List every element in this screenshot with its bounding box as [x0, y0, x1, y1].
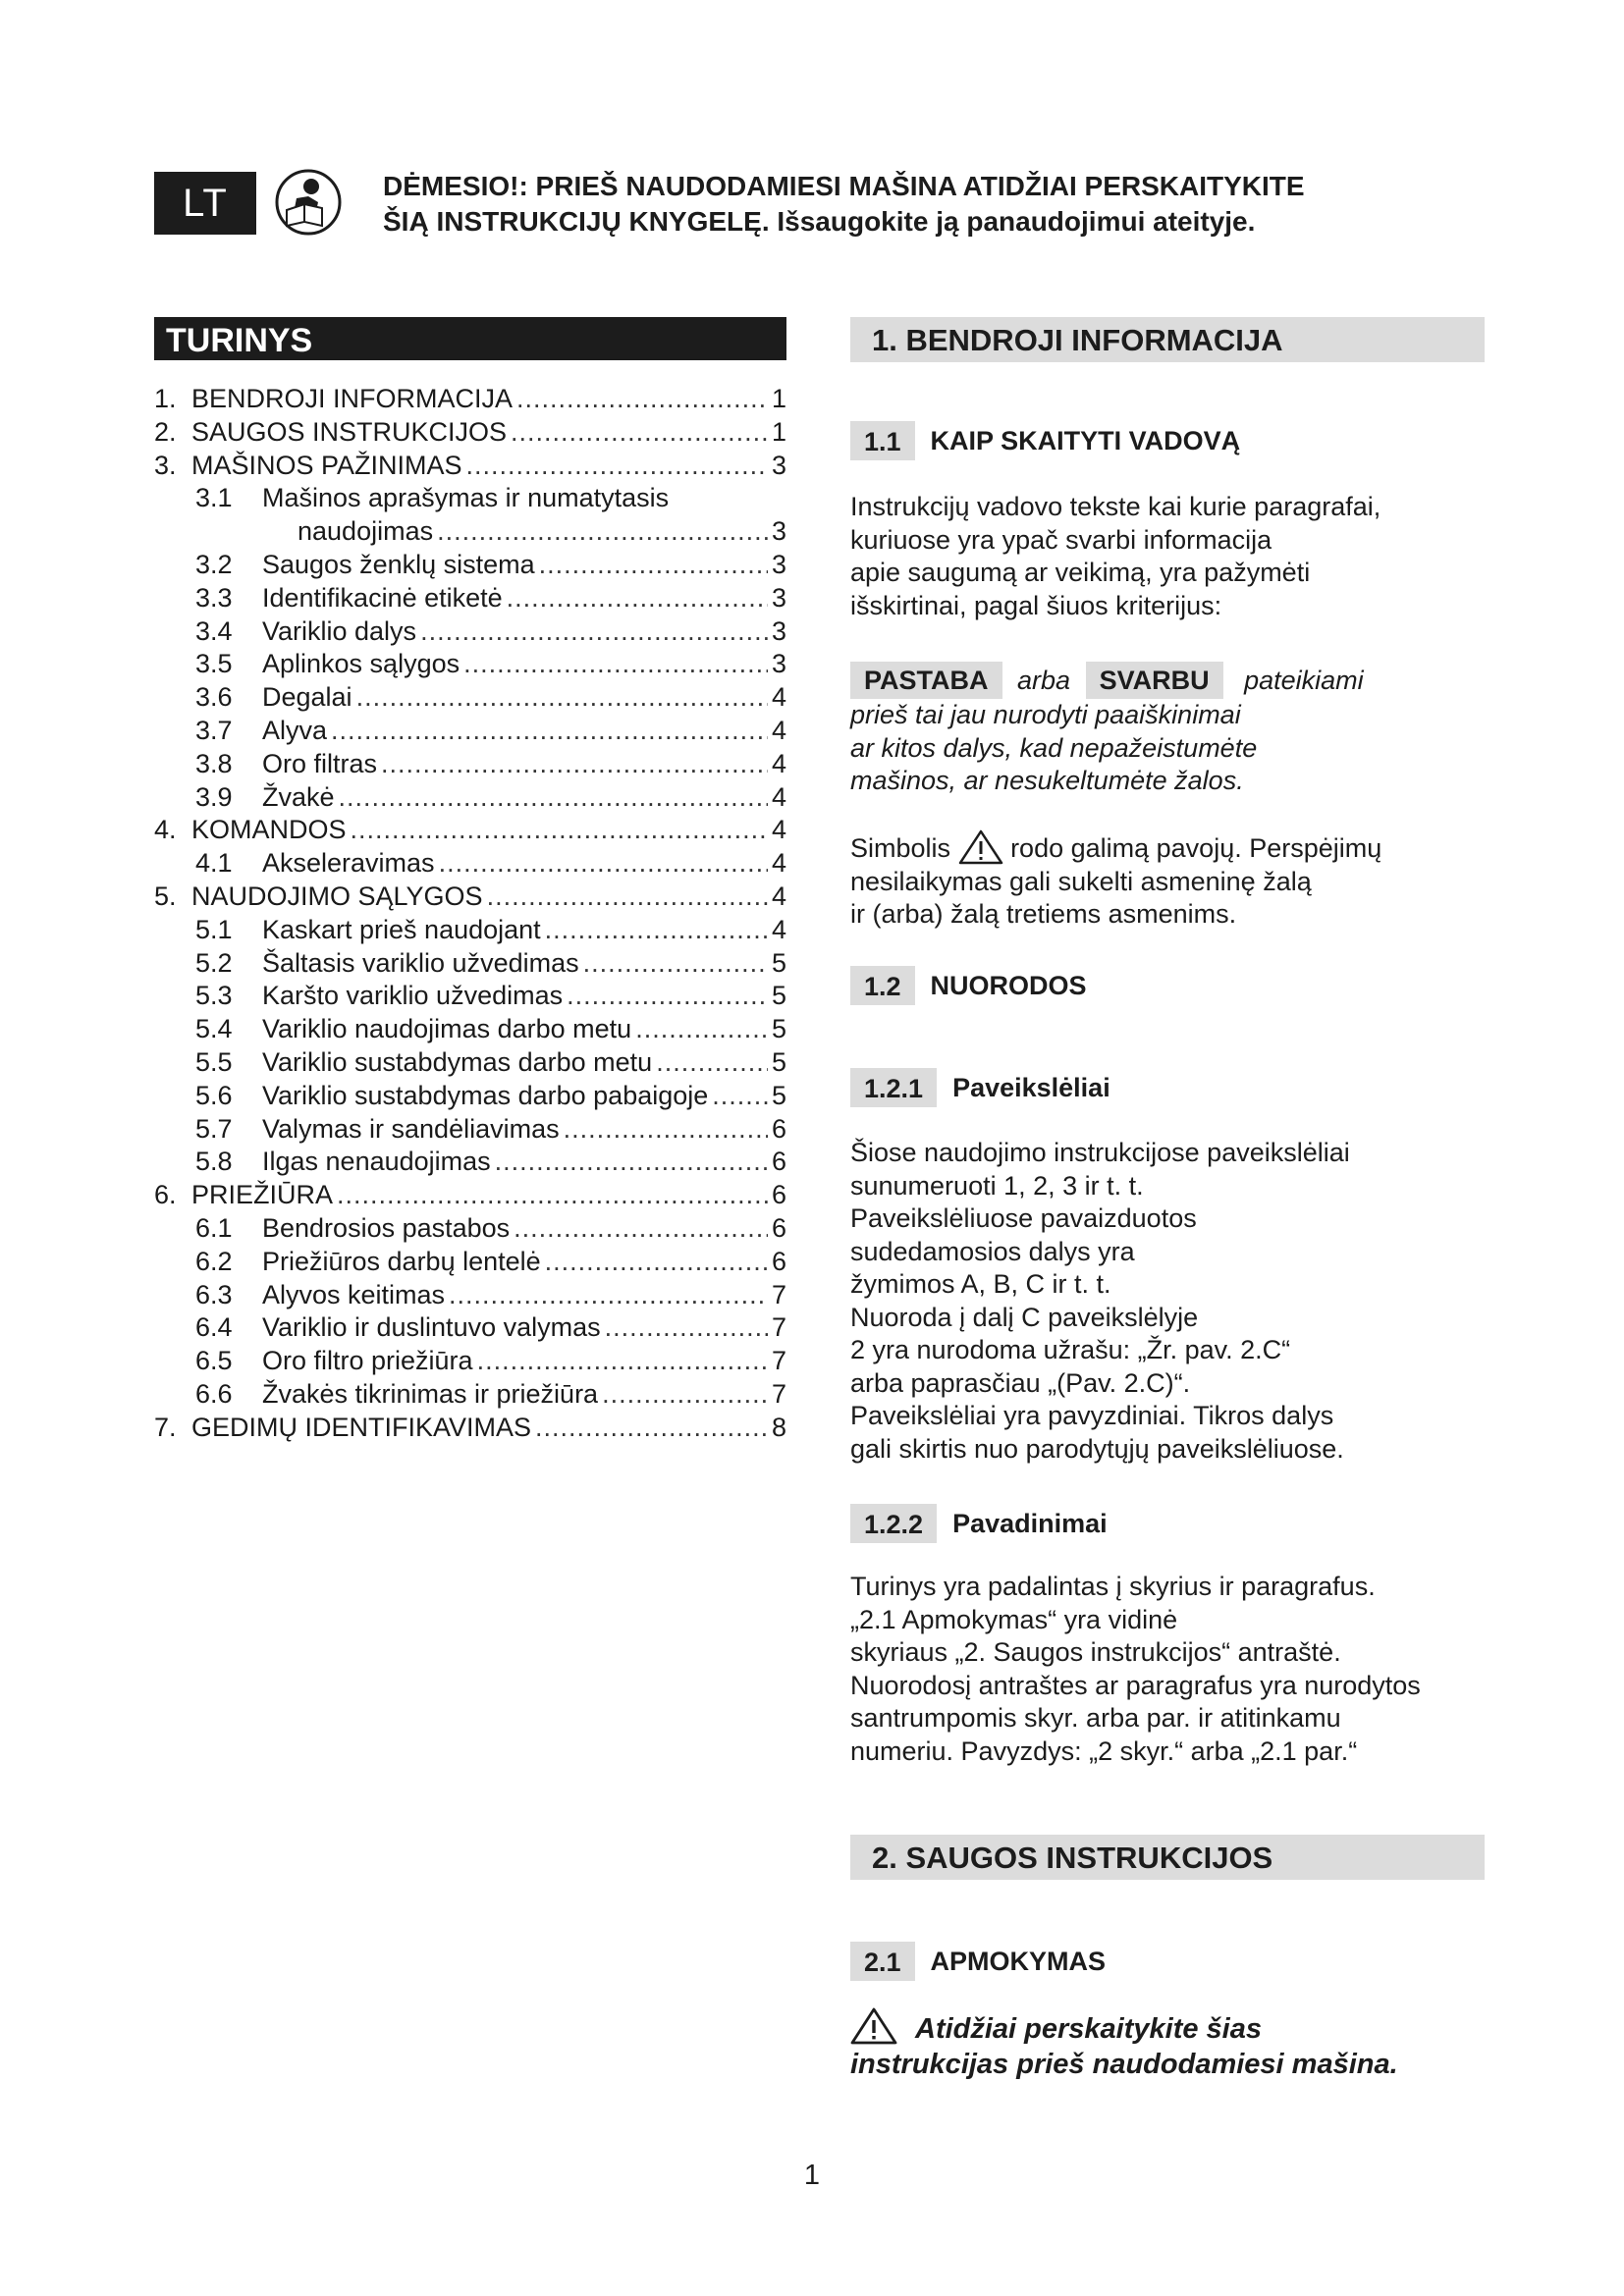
toc-entry-title: Karšto variklio užvedimas: [262, 981, 564, 1011]
toc-leader-dots: [507, 581, 768, 614]
toc-leader-dots: [439, 846, 768, 880]
toc-entry-number: 5.4: [195, 1014, 233, 1044]
toc-entry-title: BENDROJI INFORMACIJA: [191, 384, 514, 413]
toc-entry-number: 6.5: [195, 1346, 233, 1376]
subsection-title: KAIP SKAITYTI VADOVĄ: [930, 425, 1241, 455]
toc-leader-dots: [487, 880, 768, 913]
toc-entry-title: Kaskart prieš naudojant: [262, 914, 541, 944]
toc-entry-number: 6.2: [195, 1246, 233, 1276]
paragraph-how-to-read: [850, 491, 1498, 622]
text-line: nesilaikymas gali sukelti asmeninę žalą: [850, 866, 1312, 896]
toc-entry: [154, 1377, 786, 1411]
toc-entry: [154, 714, 786, 747]
toc-leader-dots: [516, 382, 768, 415]
toc-entry: [154, 1145, 786, 1178]
toc-entry-page: 3: [771, 649, 786, 679]
toc-entry-number: 4.1: [195, 848, 233, 879]
toc-entry: [154, 647, 786, 680]
toc-leader-dots: [463, 647, 768, 680]
toc-entry-title: Degalai: [262, 682, 352, 713]
toc-entry: [154, 979, 786, 1012]
toc-entry-page: 7: [771, 1379, 786, 1409]
warning-line-1: DĖMESIO!: PRIEŠ NAUDODAMIESI MAŠINA ATIDŽIAI PERSKAITYKITE: [383, 171, 1305, 201]
toc-entry-page: 4: [771, 781, 786, 812]
toc-entry: [154, 1278, 786, 1311]
text-line: išskirtinai, pagal šiuos kriterijus:: [850, 590, 1222, 620]
toc-title: TURINYS: [154, 317, 786, 360]
toc-leader-dots: [437, 514, 768, 548]
toc-entry-number: 1.: [154, 384, 177, 413]
toc-entry-number: 5.: [154, 881, 177, 911]
toc-entry-title: Variklio naudojimas darbo metu: [262, 1014, 632, 1044]
toc-entry-number: 7.: [154, 1412, 177, 1442]
toc-entry-title: Akseleravimas: [262, 848, 435, 879]
toc-entry-title: Variklio sustabdymas darbo metu: [262, 1047, 653, 1077]
text-line: numeriu. Pavyzdys: „2 skyr.“ arba „2.1 par.“: [850, 1735, 1358, 1766]
text-line: Nuorodosį antraštes ar paragrafus yra nurodytos: [850, 1670, 1421, 1700]
toc-leader-dots: [635, 1012, 768, 1045]
toc-entry-number: 3.: [154, 450, 177, 480]
subsection-title: Pavadinimai: [952, 1508, 1108, 1538]
toc-entry-title: PRIEŽIŪRA: [191, 1180, 334, 1210]
toc-entry-title: Mašinos aprašymas ir numatytasis: [262, 483, 670, 513]
toc-entry-number: 6.: [154, 1180, 177, 1210]
text-line: arba paprasčiau „(Pav. 2.C)“.: [850, 1367, 1191, 1398]
toc-entry: [154, 946, 786, 980]
toc-entry-number: 3.6: [195, 682, 233, 713]
toc-entry-page: 4: [771, 914, 786, 944]
toc-entry-number: 4.: [154, 815, 177, 845]
toc-entry-number: 6.1: [195, 1213, 233, 1243]
toc-entry-number: 5.8: [195, 1147, 233, 1177]
toc-entry-title: Aplinkos sąlygos: [262, 649, 460, 679]
toc-leader-dots: [539, 548, 768, 581]
toc-entry: [154, 813, 786, 846]
text-line: Paveikslėliuose pavaizduotos: [850, 1203, 1197, 1233]
toc-entry: [154, 382, 786, 415]
toc-leader-dots: [656, 1045, 768, 1079]
toc-entry: [154, 548, 786, 581]
toc-leader-dots: [535, 1411, 768, 1444]
warning-line-2: ŠIĄ INSTRUKCIJŲ KNYGELĘ. Išsaugokite ją panaudojimui ateityje.: [383, 206, 1256, 237]
warning-text-line-2: instrukcijas prieš naudodamiesi mašina.: [850, 2049, 1398, 2080]
toc-entry: [154, 913, 786, 946]
toc-entry-title: SAUGOS INSTRUKCIJOS: [191, 416, 508, 447]
toc-entry: [154, 747, 786, 780]
toc-leader-dots: [564, 1112, 768, 1146]
toc-entry-number: 6.3: [195, 1279, 233, 1309]
toc-leader-dots: [583, 946, 768, 980]
toc-entry: [154, 1112, 786, 1146]
toc-entry-title: Oro filtro priežiūra: [262, 1346, 473, 1376]
toc-entry-title: Variklio ir duslintuvo valymas: [262, 1312, 601, 1343]
toc-entry-page: 7: [771, 1312, 786, 1343]
text-line: sudedamosios dalys yra: [850, 1236, 1135, 1266]
toc-leader-dots: [466, 449, 768, 482]
toc-entry-title: MAŠINOS PAŽINIMAS: [191, 450, 462, 480]
toc-entry-page: 4: [771, 881, 786, 911]
toc-entry-page: 1: [771, 384, 786, 413]
toc-entry-page: 6: [771, 1113, 786, 1144]
toc-entry-page: 6: [771, 1180, 786, 1210]
toc-leader-dots: [511, 415, 768, 449]
toc-entry-title: naudojimas: [298, 516, 434, 547]
note-connector: arba: [1017, 666, 1071, 695]
toc-leader-dots: [495, 1145, 768, 1178]
toc-entry: [154, 1211, 786, 1245]
toc-entry-page: 6: [771, 1246, 786, 1276]
toc-entry-page: 5: [771, 1047, 786, 1077]
toc-entry-title: Žvakė: [262, 781, 335, 812]
toc-entry: [154, 614, 786, 648]
toc-entry-title: Alyva: [262, 716, 328, 745]
section-2-heading: 2. SAUGOS INSTRUKCIJOS: [850, 1835, 1485, 1880]
toc-leader-dots: [420, 614, 768, 648]
toc-entry-page: 4: [771, 848, 786, 879]
toc-entry-page: 5: [771, 981, 786, 1011]
toc-entry-number: 5.3: [195, 981, 233, 1011]
toc-entry-number: 3.9: [195, 781, 233, 812]
toc-entry: [154, 1178, 786, 1211]
toc-leader-dots: [545, 913, 768, 946]
toc-entry-number: 5.1: [195, 914, 233, 944]
toc-entry: [154, 780, 786, 814]
text-line: apie saugumą ar veikimą, yra pažymėti: [850, 558, 1311, 587]
read-manual-icon: [275, 169, 342, 236]
toc-leader-dots: [449, 1278, 768, 1311]
note-after-text: pateikiami: [1244, 666, 1364, 695]
text-line: Šiose naudojimo instrukcijose paveikslėliai: [850, 1138, 1350, 1167]
toc-leader-dots: [567, 979, 768, 1012]
toc-entry-number: 3.2: [195, 550, 233, 579]
toc-entry-number: 5.2: [195, 947, 233, 978]
toc-entry-title: Šaltasis variklio užvedimas: [262, 947, 579, 978]
subsection-number: 1.2.2: [850, 1504, 937, 1543]
toc-entry-title: GEDIMŲ IDENTIFIKAVIMAS: [191, 1412, 532, 1442]
text-line: Instrukcijų vadovo tekste kai kurie paragrafai,: [850, 492, 1381, 521]
toc-entry-page: 8: [771, 1412, 786, 1442]
toc-leader-dots: [545, 1245, 768, 1278]
toc-entry-page: 3: [771, 450, 786, 480]
note-paragraph: [850, 662, 1498, 798]
toc-leader-dots: [477, 1344, 768, 1377]
symbol-paragraph: [850, 829, 1498, 932]
toc-entry: [154, 481, 786, 514]
toc-entry-title: Alyvos keitimas: [262, 1279, 446, 1309]
toc-entry-number: 3.8: [195, 748, 233, 778]
toc-entry-number: 3.5: [195, 649, 233, 679]
text-line: santrumpomis skyr. arba par. ir atitinkamu: [850, 1703, 1341, 1733]
toc-entry-page: 4: [771, 682, 786, 713]
subsection-1-2-heading: [850, 966, 1087, 1005]
subsection-title: Paveikslėliai: [952, 1072, 1110, 1102]
page-number: 1: [803, 2160, 821, 2191]
toc-entry-page: 4: [771, 815, 786, 845]
toc-leader-dots: [381, 747, 768, 780]
warning-text-line-1: Atidžiai perskaitykite šias: [915, 2013, 1262, 2045]
paragraph-pictures: [850, 1137, 1498, 1466]
toc-entry-page: 6: [771, 1213, 786, 1243]
text-line: mašinos, ar nesukeltumėte žalos.: [850, 766, 1244, 795]
toc-entry-title: Identifikacinė etiketė: [262, 582, 503, 613]
toc-entry-title: Priežiūros darbų lentelė: [262, 1246, 541, 1276]
toc-entry-number: 2.: [154, 416, 177, 447]
toc-leader-dots: [605, 1310, 768, 1344]
toc-entry: [154, 415, 786, 449]
note-tag: PASTABA: [850, 662, 1002, 699]
toc-entry: [154, 1411, 786, 1444]
toc-entry-title: Ilgas nenaudojimas: [262, 1147, 491, 1177]
toc-entry-page: 6: [771, 1147, 786, 1177]
subsection-number: 1.1: [850, 421, 915, 460]
toc-entry: [154, 1012, 786, 1045]
toc-entry-page: 3: [771, 516, 786, 547]
text-line: kuriuose yra ypač svarbi informacija: [850, 524, 1272, 555]
toc-entry-number: 3.7: [195, 716, 233, 745]
text-line: „2.1 Apmokymas“ yra vidinė: [850, 1604, 1178, 1634]
toc-entry-number: 5.6: [195, 1080, 233, 1110]
toc-entry: [154, 581, 786, 614]
subsection-2-1-heading: [850, 1942, 1106, 1981]
text-line: prieš tai jau nurodyti paaiškinimai: [850, 700, 1241, 729]
toc-entry-page: 1: [771, 416, 786, 447]
text-line: Nuoroda į dalį C paveikslėlyje: [850, 1302, 1199, 1332]
toc-entry-title: KOMANDOS: [191, 815, 347, 845]
toc-entry-page: 3: [771, 615, 786, 646]
toc-entry-page: 5: [771, 1080, 786, 1110]
toc-leader-dots: [331, 714, 768, 747]
text-fragment: Simbolis: [850, 833, 951, 863]
subsection-1-2-2-heading: [850, 1504, 1108, 1543]
toc-entry-number: 3.4: [195, 615, 233, 646]
subsection-title: NUORODOS: [930, 970, 1087, 1000]
toc-entry: [154, 680, 786, 714]
toc-leader-dots: [514, 1211, 768, 1245]
text-fragment: rodo galimą pavojų. Perspėjimų: [1010, 833, 1382, 863]
toc-entry-number: 3.3: [195, 582, 233, 613]
subsection-1-1-heading: [850, 421, 1240, 460]
toc-entry: [154, 1245, 786, 1278]
toc-entry: [154, 1079, 786, 1112]
warning-triangle-icon: [850, 2006, 897, 2046]
text-line: 2 yra nurodoma užrašu: „Žr. pav. 2.C“: [850, 1335, 1291, 1364]
toc-entry: [154, 449, 786, 482]
toc-entry: [154, 1344, 786, 1377]
toc-entry-number: 5.5: [195, 1047, 233, 1077]
toc-entry: [154, 1310, 786, 1344]
toc-entry-title: Variklio dalys: [262, 615, 417, 646]
manual-warning-notice: [383, 169, 1463, 240]
toc-leader-dots: [356, 680, 768, 714]
text-line: skyriaus „2. Saugos instrukcijos“ antraštė.: [850, 1637, 1341, 1667]
toc-entry-page: 4: [771, 748, 786, 778]
toc-entry-page: 5: [771, 1014, 786, 1044]
text-line: sunumeruoti 1, 2, 3 ir t. t.: [850, 1170, 1144, 1201]
toc-entry-number: 6.4: [195, 1312, 233, 1343]
subsection-number: 1.2.1: [850, 1068, 937, 1107]
toc-entry: [154, 846, 786, 880]
toc-entry-title: Valymas ir sandėliavimas: [262, 1113, 560, 1144]
toc-entry-number: 5.7: [195, 1113, 233, 1144]
toc-entry-page: 7: [771, 1279, 786, 1309]
toc-entry-title: Bendrosios pastabos: [262, 1213, 511, 1243]
toc-entry-title: NAUDOJIMO SĄLYGOS: [191, 881, 483, 911]
toc-entry-page: 4: [771, 716, 786, 745]
toc-entry-page: 3: [771, 582, 786, 613]
text-line: Turinys yra padalintas į skyrius ir paragrafus.: [850, 1572, 1376, 1601]
toc-entry-page: 3: [771, 550, 786, 579]
toc-entry-title: Žvakės tikrinimas ir priežiūra: [262, 1379, 599, 1409]
training-warning: [850, 2006, 1398, 2082]
language-badge: LT: [154, 172, 256, 235]
subsection-title: APMOKYMAS: [930, 1946, 1107, 1976]
toc-entry-title: Saugos ženklų sistema: [262, 550, 535, 579]
warning-triangle-icon: [958, 829, 1003, 865]
paragraph-names: [850, 1571, 1498, 1768]
toc-entry-title: Variklio sustabdymas darbo pabaigoje: [262, 1080, 709, 1110]
toc-entry-number: 3.1: [195, 483, 233, 513]
toc-entry: [154, 514, 786, 548]
toc-leader-dots: [337, 1178, 768, 1211]
toc-leader-dots: [351, 813, 768, 846]
toc-entry-number: 6.6: [195, 1379, 233, 1409]
toc-leader-dots: [602, 1377, 768, 1411]
subsection-number: 2.1: [850, 1942, 915, 1981]
important-tag: SVARBU: [1086, 662, 1223, 699]
text-line: žymimos A, B, C ir t. t.: [850, 1269, 1111, 1299]
toc-entry-page: 7: [771, 1346, 786, 1376]
subsection-number: 1.2: [850, 966, 915, 1005]
toc-entry: [154, 1045, 786, 1079]
subsection-1-2-1-heading: [850, 1068, 1110, 1107]
toc-entry: [154, 880, 786, 913]
section-1-heading: 1. BENDROJI INFORMACIJA: [850, 317, 1485, 362]
toc-entry-page: 5: [771, 947, 786, 978]
toc-leader-dots: [712, 1079, 768, 1112]
text-line: gali skirtis nuo parodytųjų paveikslėliuose.: [850, 1433, 1344, 1464]
text-line: ir (arba) žalą tretiems asmenims.: [850, 899, 1237, 929]
toc-entry-title: Oro filtras: [262, 748, 378, 778]
toc-leader-dots: [339, 780, 768, 814]
text-line: ar kitos dalys, kad nepažeistumėte: [850, 732, 1258, 763]
text-line: Paveikslėliai yra pavyzdiniai. Tikros dalys: [850, 1401, 1334, 1430]
